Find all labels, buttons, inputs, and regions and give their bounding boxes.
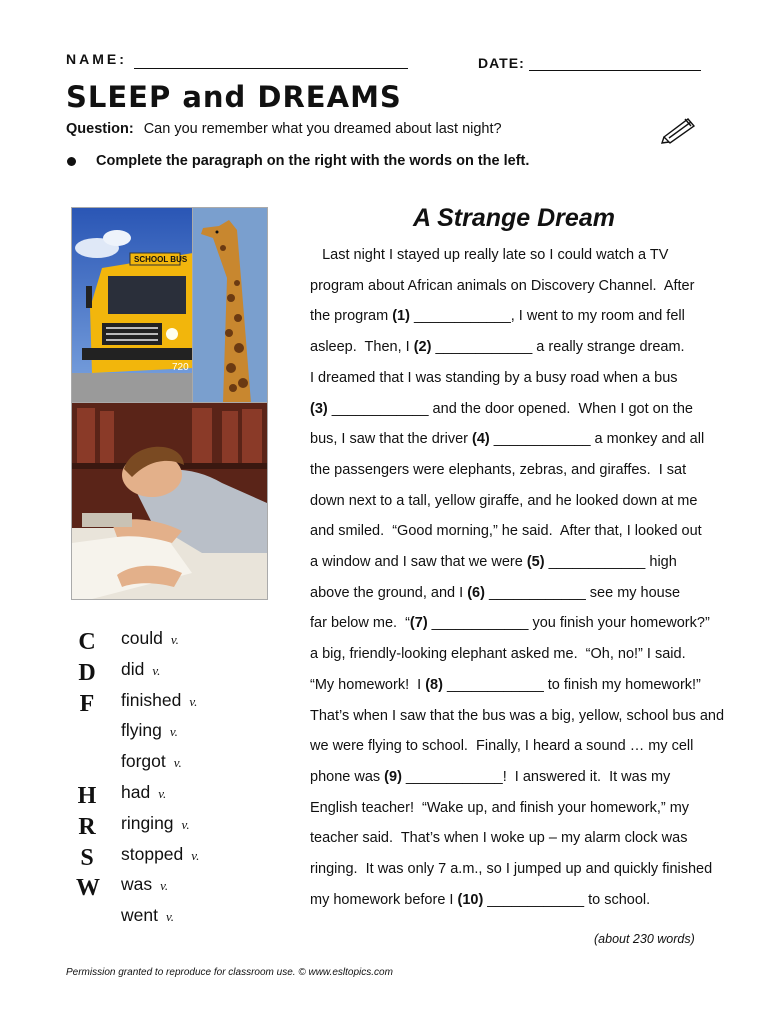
word-bank-item [121, 720, 178, 741]
school-bus-photo [71, 207, 194, 404]
blank-number: (4) [472, 431, 490, 448]
story-text: and smiled. “Good morning,” he said. After that, I looked out [310, 523, 702, 540]
word-bank-item [121, 844, 199, 865]
story-text: ____________ a really strange dream. [431, 339, 685, 356]
story-text: Last night I stayed up really late so I could watch a TV [310, 247, 669, 263]
story-line [310, 462, 686, 478]
word-bank-letter: R [78, 813, 96, 840]
blank-number: (10) [457, 891, 484, 908]
word-bank-letter: F [79, 690, 95, 717]
blank-number: (6) [467, 584, 485, 601]
bus-number: 720 [172, 362, 189, 373]
story-line [310, 431, 704, 447]
word-bank-word: went [121, 905, 158, 926]
story-line [310, 247, 668, 263]
story-text: a big, friendly-looking elephant asked me. “Oh, no!” I said. [310, 646, 686, 663]
story-line [310, 523, 702, 539]
part-of-speech: v. [160, 878, 169, 894]
story-text: teacher said. That’s when I woke up – my alarm clock was [310, 830, 688, 847]
story-line [310, 339, 685, 355]
story-text: bus, I saw that the driver [310, 431, 472, 448]
word-bank-item [121, 782, 166, 803]
story-line [310, 646, 686, 662]
word-bank-word: flying [121, 720, 162, 741]
word-bank-item [121, 628, 179, 649]
story-text: ringing. It was only 7 a.m., so I jumped up and quickly finished [310, 861, 713, 877]
blank-number: (9) [384, 768, 402, 785]
story-text: we were flying to school. Finally, I heard a sound … my cell [310, 738, 694, 755]
story-line [310, 401, 693, 417]
part-of-speech: v. [191, 847, 200, 863]
date-blank-line[interactable] [529, 70, 701, 71]
story-text: English teacher! “Wake up, and finish your homework,” my [310, 799, 690, 816]
page-title: SLEEP and DREAMS [66, 80, 402, 114]
word-bank-item [121, 690, 197, 711]
blank-number: (7) [409, 615, 428, 632]
word-bank-word: stopped [121, 843, 184, 864]
story-text: ____________, I went to my room and fell [409, 308, 685, 325]
story-line [310, 493, 697, 509]
story-line [310, 677, 701, 693]
word-bank-letter: W [76, 875, 100, 902]
part-of-speech: v. [173, 755, 182, 771]
word-bank-item [121, 905, 174, 926]
story-line [310, 769, 670, 785]
word-bank-letter: D [78, 659, 96, 686]
part-of-speech: v. [152, 662, 161, 678]
word-bank-word: did [121, 658, 145, 679]
story-text: down next to a tall, yellow giraffe, and he looked down at me [310, 492, 698, 509]
blank-number: (8) [425, 676, 443, 693]
story-text: above the ground, and I [310, 584, 468, 601]
word-bank-item [121, 813, 190, 834]
story-text: ____________ a monkey and all [489, 431, 705, 448]
story-text: ____________ see my house [484, 584, 681, 601]
part-of-speech: v. [169, 724, 178, 740]
blank-number: (1) [392, 308, 410, 325]
word-bank-letter: C [78, 629, 96, 655]
story-text: my homework before I [310, 891, 458, 908]
story-text: program about African animals on Discovery Channel. After [310, 277, 695, 294]
word-bank-word: was [121, 874, 153, 895]
story-line [310, 800, 689, 816]
story-text: ____________ to school. [483, 891, 651, 908]
word-bank-word: finished [121, 689, 182, 710]
story-line [310, 615, 710, 631]
blank-number: (3) [310, 400, 328, 417]
part-of-speech: v. [158, 786, 167, 801]
story-line [310, 738, 693, 754]
story-line [310, 708, 724, 724]
question [66, 121, 502, 137]
word-bank-word: had [121, 782, 151, 802]
name-blank-line[interactable] [134, 68, 408, 69]
sleeping-boy-photo [71, 402, 268, 600]
story-text: ____________ you finish your homework?” [427, 615, 710, 632]
blank-number: (2) [413, 339, 432, 356]
word-bank-item [121, 659, 160, 680]
word-bank-letter: S [80, 844, 94, 871]
story-line [310, 585, 680, 601]
story-line [310, 278, 694, 294]
story-text: I dreamed that I was standing by a busy road when a bus [310, 369, 678, 386]
part-of-speech: v. [189, 693, 198, 709]
story-text: the passengers were elephants, zebras, and giraffes. I sat [310, 461, 687, 478]
story-line [310, 308, 685, 324]
blank-number: (5) [526, 554, 545, 570]
story-text: That’s when I saw that the bus was a big, yellow, school bus and [310, 707, 725, 724]
story-line [310, 892, 650, 908]
giraffe-photo [192, 207, 268, 404]
story-text: a window and I saw that we were [310, 554, 527, 570]
story-line [310, 830, 687, 846]
part-of-speech: v. [181, 816, 190, 832]
word-count: (about 230 words) [594, 932, 695, 946]
story-text: “My homework! I [310, 676, 426, 693]
question-label: Question: [66, 121, 134, 137]
story-text: far below me. “ [310, 615, 410, 632]
story-line [310, 861, 712, 877]
word-bank-item [121, 874, 168, 895]
bus-sign-text: SCHOOL BUS [134, 255, 188, 264]
word-bank-item [121, 751, 182, 772]
part-of-speech: v. [170, 632, 179, 647]
question-text: Can you remember what you dreamed about last night? [143, 121, 502, 137]
word-bank-word: ringing [121, 812, 174, 833]
instruction: Complete the paragraph on the right with the words on the left. [96, 153, 530, 169]
word-bank-word: forgot [121, 751, 166, 772]
footer-permission: Permission granted to reproduce for classroom use. © www.esltopics.com [66, 967, 393, 978]
date-label: DATE: [478, 55, 525, 71]
pencil-icon [660, 116, 698, 146]
word-bank-word: could [121, 628, 163, 648]
story-title: A Strange Dream [413, 204, 615, 232]
story-text: ____________ high [544, 554, 677, 570]
story-line [310, 554, 677, 570]
story-line [310, 370, 678, 386]
story-text: the program [310, 308, 393, 325]
story-text: asleep. Then, I [310, 339, 414, 356]
name-label: NAME: [66, 51, 127, 67]
story-text: ____________ and the door opened. When I got on the [327, 400, 693, 417]
story-text: phone was [310, 768, 385, 785]
story-text: ____________ to finish my homework!” [442, 676, 701, 693]
word-bank-letter: H [77, 783, 97, 809]
part-of-speech: v. [165, 909, 175, 925]
bullet-icon [67, 157, 76, 166]
story-text: ____________! I answered it. It was my [401, 768, 671, 785]
